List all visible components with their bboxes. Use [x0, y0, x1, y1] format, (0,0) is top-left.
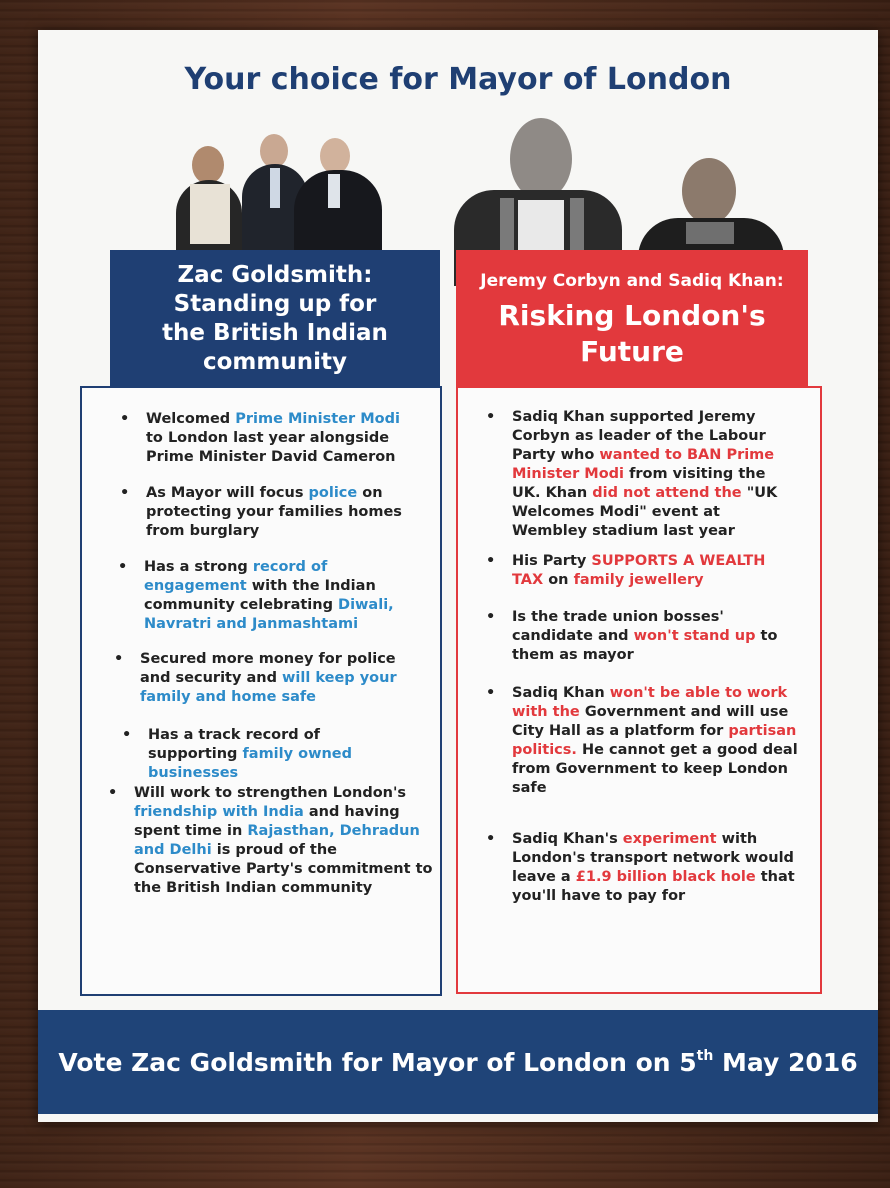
bullet-text: He cannot get a good deal from Government to keep London safe	[512, 742, 798, 796]
corbyn-khan-bullet	[486, 830, 804, 906]
bullet-text: Sadiq Khan supported Jeremy Corbyn as leader of the Labour Party who	[512, 409, 766, 463]
bullet-text: Will work to strengthen London's	[134, 785, 407, 801]
goldsmith-bullet	[120, 410, 414, 467]
goldsmith-bullet	[108, 784, 434, 898]
corbyn-khan-bullet	[486, 552, 798, 590]
corbyn-khan-points	[456, 386, 822, 994]
bullet-text: Is the trade union bosses' candidate and	[512, 609, 724, 644]
corbyn-khan-heading	[456, 250, 808, 390]
leaflet	[38, 30, 878, 1122]
goldsmith-bullet	[120, 484, 412, 541]
highlight-text: Rajasthan, Dehradun and Delhi	[134, 823, 420, 858]
corbyn-khan-bullet	[486, 608, 798, 665]
bullet-text: on protecting your families homes from burglary	[146, 485, 402, 539]
goldsmith-heading-line: Standing up for	[173, 291, 377, 317]
bullet-text: Government and will use City Hall as a platform for	[512, 704, 789, 739]
highlight-text: family owned businesses	[148, 746, 353, 781]
bullet-text: Has a track record of supporting	[148, 727, 320, 762]
highlight-text: did not attend the	[592, 485, 742, 501]
bullet-text: and having spent time in	[134, 804, 400, 839]
bullet-text: Sadiq Khan	[512, 685, 610, 701]
vote-footer	[38, 1010, 878, 1114]
goldsmith-bullet	[118, 558, 412, 634]
goldsmith-heading-line: community	[203, 349, 347, 375]
bullet-text: to them as mayor	[512, 628, 778, 663]
bullet-text: to London last year alongside Prime Minister David Cameron	[146, 430, 396, 465]
goldsmith-bullet	[122, 726, 414, 783]
highlight-text: record of engagement	[144, 559, 328, 594]
goldsmith-heading-line: the British Indian	[162, 320, 388, 346]
bullet-text: As Mayor will focus	[146, 485, 309, 501]
footer-text-end: May 2016	[713, 1047, 858, 1077]
footer-text: Vote Zac Goldsmith for Mayor of London on 5	[58, 1047, 697, 1077]
bullet-text: from visiting the UK. Khan	[512, 466, 766, 501]
highlight-text: won't stand up	[633, 628, 756, 644]
bullet-text: Has a strong	[144, 559, 253, 575]
footer-superscript: th	[696, 1048, 714, 1064]
highlight-text: friendship with India	[134, 804, 304, 820]
highlight-text: wanted to BAN Prime Minister Modi	[512, 447, 775, 482]
highlight-text: experiment	[622, 831, 717, 847]
bullet-text: that you'll have to pay for	[512, 869, 795, 904]
corbyn-khan-heading-small: Jeremy Corbyn and Sadiq Khan:	[480, 271, 784, 291]
bullet-text: "UK Welcomes Modi" event at Wembley stadium last year	[512, 485, 778, 539]
corbyn-khan-heading-big: Risking London's	[498, 299, 766, 332]
headline: Your choice for Mayor of London	[184, 62, 732, 97]
bullet-text: is proud of the Conservative Party's commitment to the British Indian community	[134, 842, 433, 896]
highlight-text: SUPPORTS A WEALTH TAX	[512, 553, 766, 588]
highlight-text: £1.9 billion black hole	[575, 869, 756, 885]
goldsmith-heading-line: Zac Goldsmith:	[177, 262, 373, 288]
corbyn-khan-heading-big: Future	[580, 335, 684, 368]
highlight-text: Prime Minister Modi	[235, 411, 400, 427]
bullet-text: with London's transport network would leave a	[512, 831, 794, 885]
highlight-text: partisan politics.	[512, 723, 797, 758]
highlight-text: police	[308, 485, 358, 501]
bullet-text: His Party	[512, 553, 592, 569]
highlight-text: will keep your family and home safe	[140, 670, 397, 705]
bullet-text: with the Indian community celebrating	[144, 578, 376, 613]
highlight-text: family jewellery	[573, 572, 704, 588]
goldsmith-points	[80, 386, 442, 996]
bullet-text: Secured more money for police and security and	[140, 651, 396, 686]
corbyn-khan-bullet	[486, 684, 812, 798]
bullet-text: Sadiq Khan's	[512, 831, 623, 847]
goldsmith-bullet	[114, 650, 420, 707]
goldsmith-heading	[110, 250, 440, 388]
highlight-text: won't be able to work with the	[512, 685, 788, 720]
bullet-text: on	[543, 572, 574, 588]
bullet-text: Welcomed	[146, 411, 236, 427]
corbyn-khan-bullet	[486, 408, 798, 541]
highlight-text: Diwali, Navratri and Janmashtami	[144, 597, 394, 632]
